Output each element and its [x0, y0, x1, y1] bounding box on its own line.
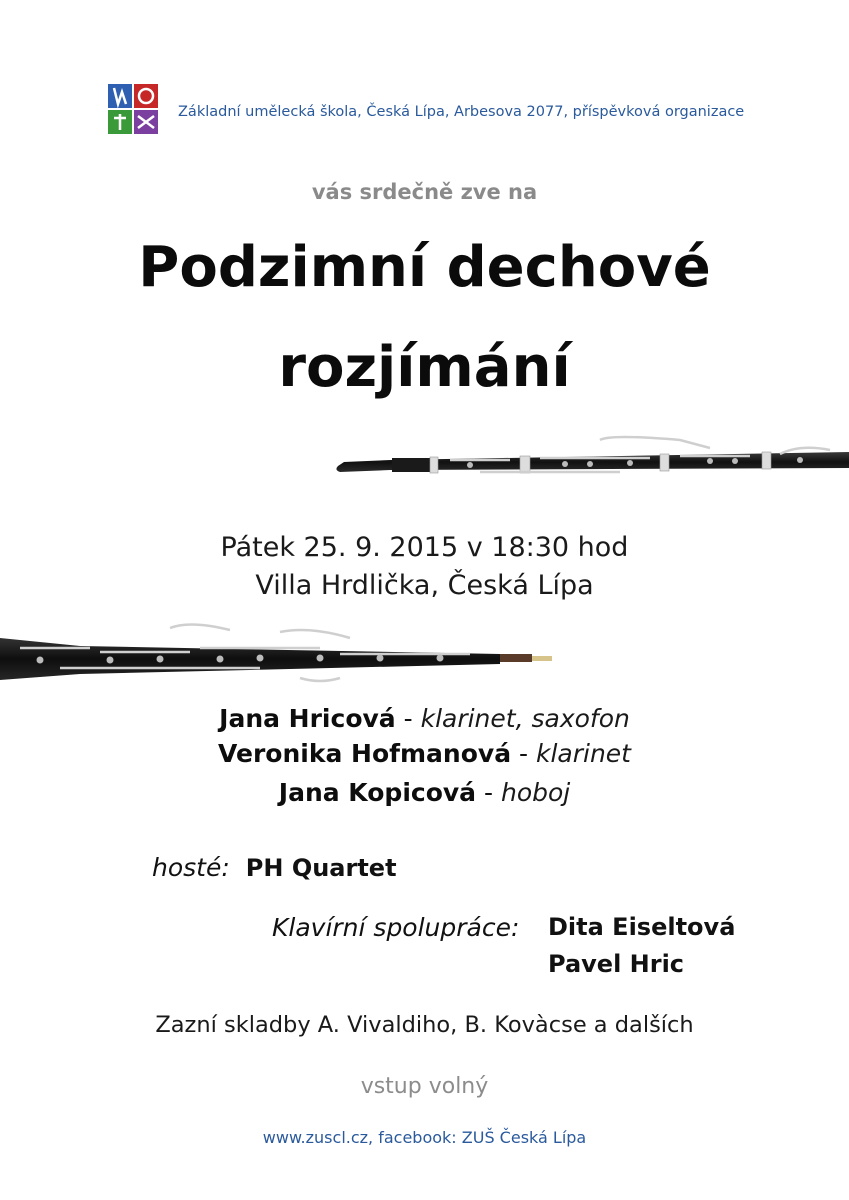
web-links: www.zuscl.cz, facebook: ZUŠ Česká Lípa — [262, 1128, 587, 1147]
performer-3 — [0, 780, 849, 805]
performer-instrument: klarinet — [535, 739, 631, 768]
performer-name: Veronika Hofmanová — [218, 739, 512, 768]
piano-name-2: Pavel Hric — [548, 950, 685, 978]
piano-name-1: Dita Eiseltová — [548, 913, 736, 941]
performer-separator: - — [395, 704, 421, 733]
performer-instrument: klarinet, saxofon — [420, 704, 630, 733]
invite-text: vás srdečně zve na — [311, 180, 538, 204]
performer-2 — [0, 741, 849, 766]
title-line-1: Podzimní dechové — [138, 235, 711, 300]
performer-separator: - — [476, 778, 501, 807]
performer-separator: - — [511, 739, 536, 768]
title-line-2: rozjímání — [278, 335, 571, 400]
school-logo-icon — [108, 84, 158, 134]
guests-line — [152, 853, 397, 882]
clarinet-image — [330, 430, 849, 500]
performer-name: Jana Hricová — [219, 704, 396, 733]
guests-label: hosté: — [152, 853, 230, 882]
guests-value: PH Quartet — [245, 854, 397, 882]
performer-instrument: hoboj — [500, 778, 571, 807]
oboe-image — [0, 618, 570, 693]
performer-1 — [0, 706, 849, 731]
event-date: Pátek 25. 9. 2015 v 18:30 hod — [220, 532, 629, 563]
performer-name: Jana Kopicová — [278, 778, 477, 807]
school-name: Základní umělecká škola, Česká Lípa, Arbesova 2077, příspěvková organizace — [178, 104, 745, 120]
piano-label: Klavírní spolupráce: — [272, 913, 520, 942]
event-venue: Villa Hrdlička, Česká Lípa — [255, 570, 594, 601]
entry-text: vstup volný — [360, 1074, 489, 1099]
program-text: Zazní skladby A. Vivaldiho, B. Kovàcse a dalších — [155, 1012, 694, 1038]
